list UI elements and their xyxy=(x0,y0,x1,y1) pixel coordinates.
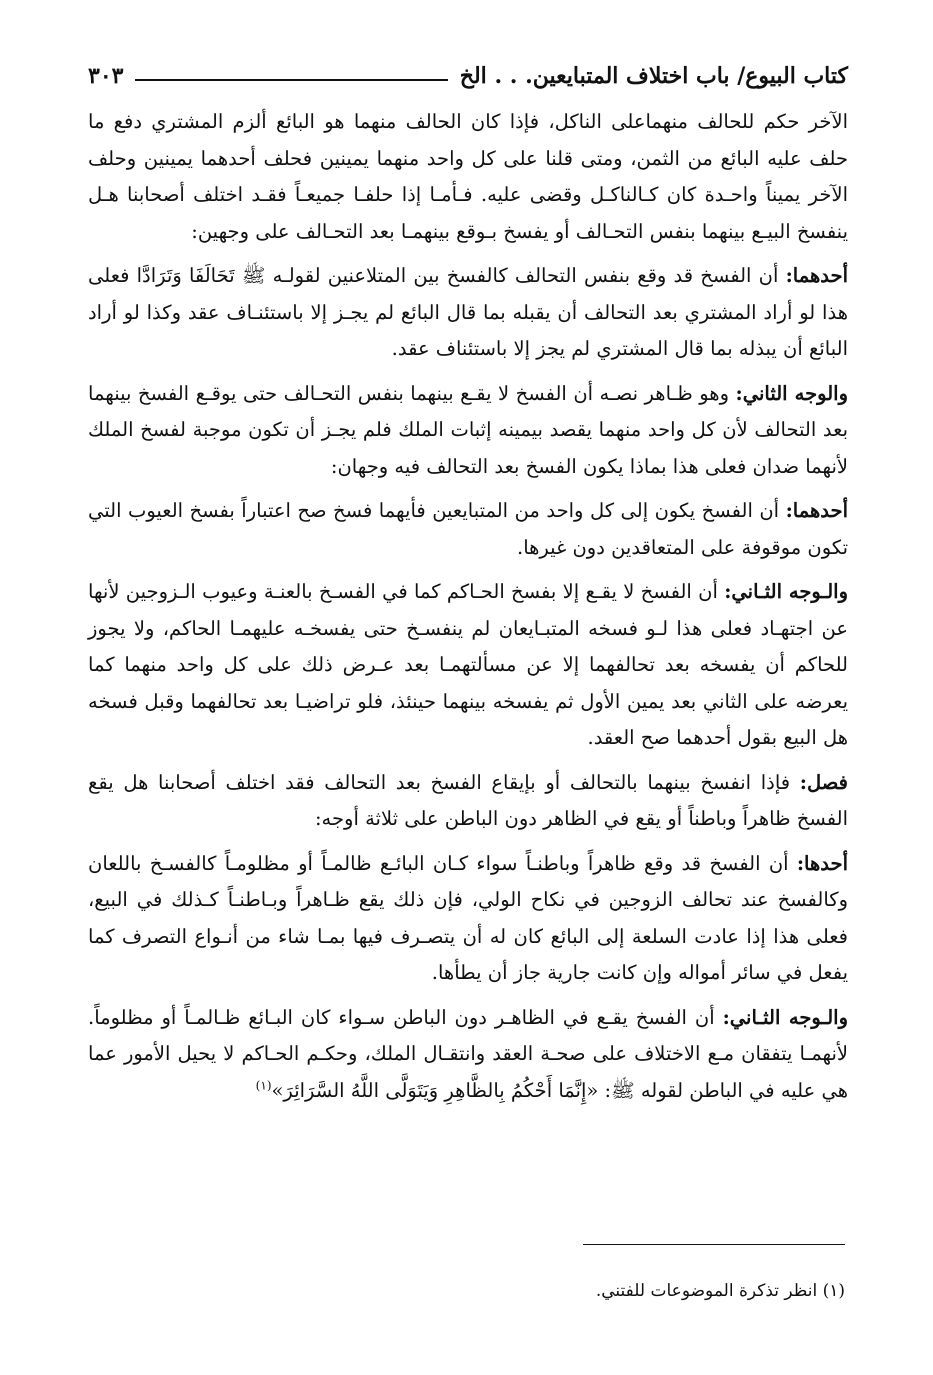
page-number: ٣٠٣ xyxy=(88,63,124,89)
footnote: (١) انظر تذكرة الموضوعات للفتني. xyxy=(595,1281,845,1301)
header-rule xyxy=(135,79,447,81)
paragraph-3 xyxy=(88,376,848,486)
paragraph-text: وهو ظـاهر نصـه أن الفسخ لا يقـع بينهما بنفس التحـالف حتى يوقـع الفسخ بينهما بعد التحالف لأن كل واحد منهما يقصد بيمينه إثبات الملك فلم يجـز أن تكون موجبة لفسخ الملك لأنهما ضدان فعلى هذا بماذا يكون الفسخ بعد التحالف فيه وجهان: xyxy=(88,381,848,478)
paragraph-lead: أحدها: xyxy=(796,851,848,875)
paragraph-lead: والـوجه الثـاني: xyxy=(724,580,848,603)
paragraph-text: أن الفسخ لا يقـع إلا بفسخ الحـاكم كما في الفسـخ بالعنـة وعيوب الـزوجين لأنها عن اجتهـاد فعلى هذا لـو فسخه المتبـايعان لم ينفسـخ حتى يفسخـه عليهمـا الحاكم، ولا يجوز للحاكم أن يفسخه بعد تحالفهما إلا عن مسألتهمـا بعد عـرض ذلك على كل واحد منهما كما يعرضه على الثاني بعد يمين الأول ثم يفسخه بينهما حينئذ، فلو تراضيـا بعد تحالفهما وقبل فسخه هل البيع بقول أحدهما صح العقد. xyxy=(88,580,848,749)
paragraph-7 xyxy=(88,846,848,992)
paragraph-lead: أحدهما: xyxy=(785,499,848,522)
page xyxy=(88,56,848,1117)
paragraph-6 xyxy=(88,765,848,838)
paragraph-2 xyxy=(88,258,848,368)
paragraph-text: أن الفسخ قد وقع ظاهراً وباطنـاً سواء كـان البائـع ظالمـاً أو مظلومـاً كالفسـخ باللعان وكالفسخ عند تحالف الزوجين في نكاح الولي، فإن ذلك يقع ظـاهراً وبـاطنـاً كـذلك في البيع، فعلى هذا إذا عادت السلعة إلى البائع كان له أن يتصـرف فيها بمـا شاء من أنـواع التصرف كما يفعل في سائر أمواله وإن كانت جارية جاز أن يطأها. xyxy=(88,851,848,984)
paragraph-text: أن الفسخ يكون إلى كل واحد من المتبايعين فأيهما فسخ صح اعتباراً بفسخ العيوب التي تكون موقوفة على المتعاقدين دون غيرها. xyxy=(88,499,848,559)
paragraph-text: الآخر حكم للحالف منهماعلى الناكل، فإذا كان الحالف منهما هو البائع ألزم المشتري دفع ما حلف عليه البائع من الثمن، ومتى قلنا على كل واحد منهما يمينين فحلف أحدهما يمينين وحلف الآخر يميناً واحـدة كان كـالناكـل وقضى عليه. فـأمـا إذا حلفـا جميعـاً فقـد اختلف أصحابنا هـل ينفسخ البيـع بينهما بنفس التحـالف أو يفسخ بـوقع بينهمـا بعد التحـالف على وجهين: xyxy=(88,110,848,243)
body-text xyxy=(88,104,848,1109)
paragraph-text: أن الفسخ يقـع في الظاهـر دون الباطن سـواء كان البـائع ظـالمـاً أو مظلوماً. لأنهمـا يتفقان مـع الاختلاف على صحـة العقد وانتقـال الملك، وحكـم الحـاكم لا يحيل الأمور عما هي عليه في الباطن لقوله ﷺ: «إِنَّمَا أَحْكُمُ بِالظَّاهِرِ وَيَتَوَلَّى اللَّهُ السَّرَائِرَ» xyxy=(88,1005,848,1102)
footnote-rule xyxy=(583,1244,845,1245)
footnote-marker[interactable]: (١) xyxy=(255,1078,272,1092)
paragraph-text: أن الفسخ قد وقع بنفس التحالف كالفسخ بين المتلاعنين لقولـه ﷺ تَحَالَفَا وَتَرَادَّا فعلى هذا لو أراد المشتري بعد التحالف أن يقبله بما قال البائع لم يجـز إلا باستئنـاف عقد وكذا لو أراد البائع أن يبذله بما قال المشتري لم يجز إلا باستئناف عقد. xyxy=(88,264,848,360)
paragraph-lead: والـوجه الثـاني: xyxy=(722,1005,848,1029)
paragraph-1 xyxy=(88,104,848,250)
paragraph-text: فإذا انفسخ بينهما بالتحالف أو بإيقاع الفسخ بعد التحالف فقد اختلف أصحابنا هل يقع الفسخ ظاهراً وباطناً أو يقع في الظاهر دون الباطن على ثلاثة أوجه: xyxy=(88,770,848,830)
running-header xyxy=(88,56,848,96)
running-title: كتاب البيوع/ باب اختلاف المتبايعين. . . الخ xyxy=(459,63,848,89)
paragraph-8 xyxy=(88,1000,848,1110)
paragraph-lead: فصل: xyxy=(799,770,848,794)
paragraph-lead: أحدهما: xyxy=(785,264,848,287)
paragraph-lead: والوجه الثاني: xyxy=(735,381,848,405)
paragraph-4 xyxy=(88,493,848,566)
paragraph-5 xyxy=(88,574,848,757)
